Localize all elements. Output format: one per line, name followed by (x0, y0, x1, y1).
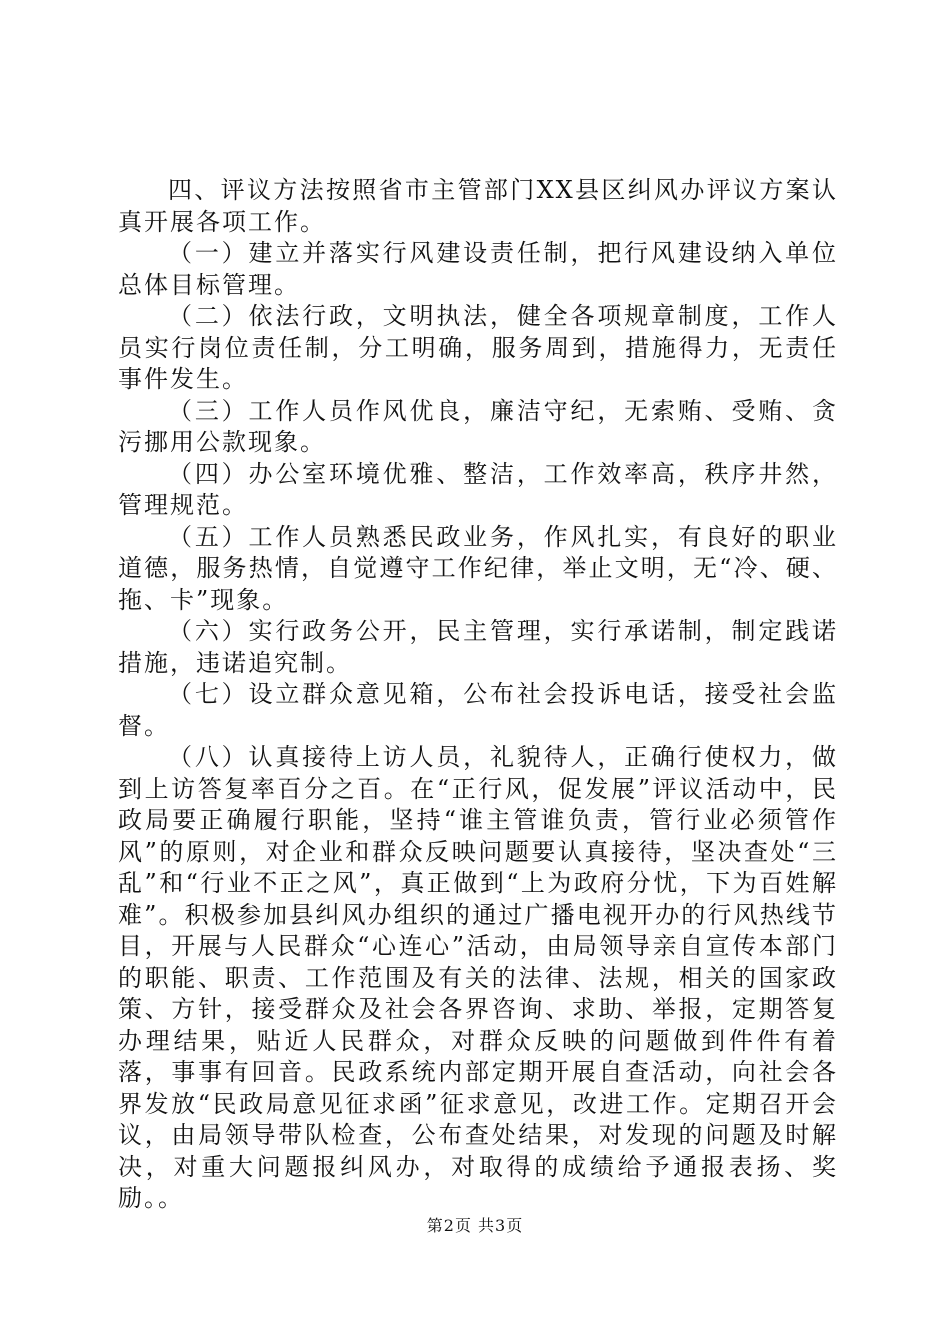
paragraph-item-1: （一）建立并落实行风建设责任制，把行风建设纳入单位总体目标管理。 (118, 239, 838, 299)
paragraph-item-3: （三）工作人员作风优良，廉洁守纪，无索贿、受贿、贪污挪用公款现象。 (118, 396, 838, 456)
paragraph-item-6: （六）实行政务公开，民主管理，实行承诺制，制定践诺措施，违诺追究制。 (118, 617, 838, 677)
paragraph-item-8: （八）认真接待上访人员，礼貌待人，正确行使权力，做到上访答复率百分之百。在“正行风，促发展”评议活动中，民政局要正确履行职能，坚持“谁主管谁负责，管行业必须管作风”的原则，对企业和群众反映问题要认真接待，坚决查处“三乱”和“行业不正之风”，真正做到“上为政府分忧，下为百姓解难”。积极参加县纠风办组织的通过广播电视开办的行风热线节目，开展与人民群众“心连心”活动，由局领导亲自宣传本部门的职能、职责、工作范围及有关的法律、法规，相关的国家政策、方针，接受群众及社会各界咨询、求助、举报，定期答复办理结果，贴近人民群众，对群众反映的问题做到件件有着落，事事有回音。民政系统内部定期开展自查活动，向社会各界发放“民政局意见征求函”征求意见，改进工作。定期召开会议，由局领导带队检查，公布查处结果，对发现的问题及时解决，对重大问题报纠风办，对取得的成绩给予通报表扬、奖励。。 (118, 743, 838, 1212)
paragraph-item-7: （七）设立群众意见箱，公布社会投诉电话，接受社会监督。 (118, 680, 838, 740)
page-number-footer: 第2页 共3页 (426, 1216, 524, 1235)
paragraph-item-5: （五）工作人员熟悉民政业务，作风扎实，有良好的职业道德，服务热情，自觉遵守工作纪律，举止文明，无“冷、硬、拖、卡”现象。 (118, 522, 838, 614)
document-body (118, 175, 838, 1215)
paragraph-item-2: （二）依法行政，文明执法，健全各项规章制度，工作人员实行岗位责任制，分工明确，服务周到，措施得力，无责任事件发生。 (118, 302, 838, 393)
paragraph-evaluation-method: 四、评议方法按照省市主管部门XX县区纠风办评议方案认真开展各项工作。 (118, 176, 838, 236)
paragraph-item-4: （四）办公室环境优雅、整洁，工作效率高，秩序井然，管理规范。 (118, 459, 838, 519)
